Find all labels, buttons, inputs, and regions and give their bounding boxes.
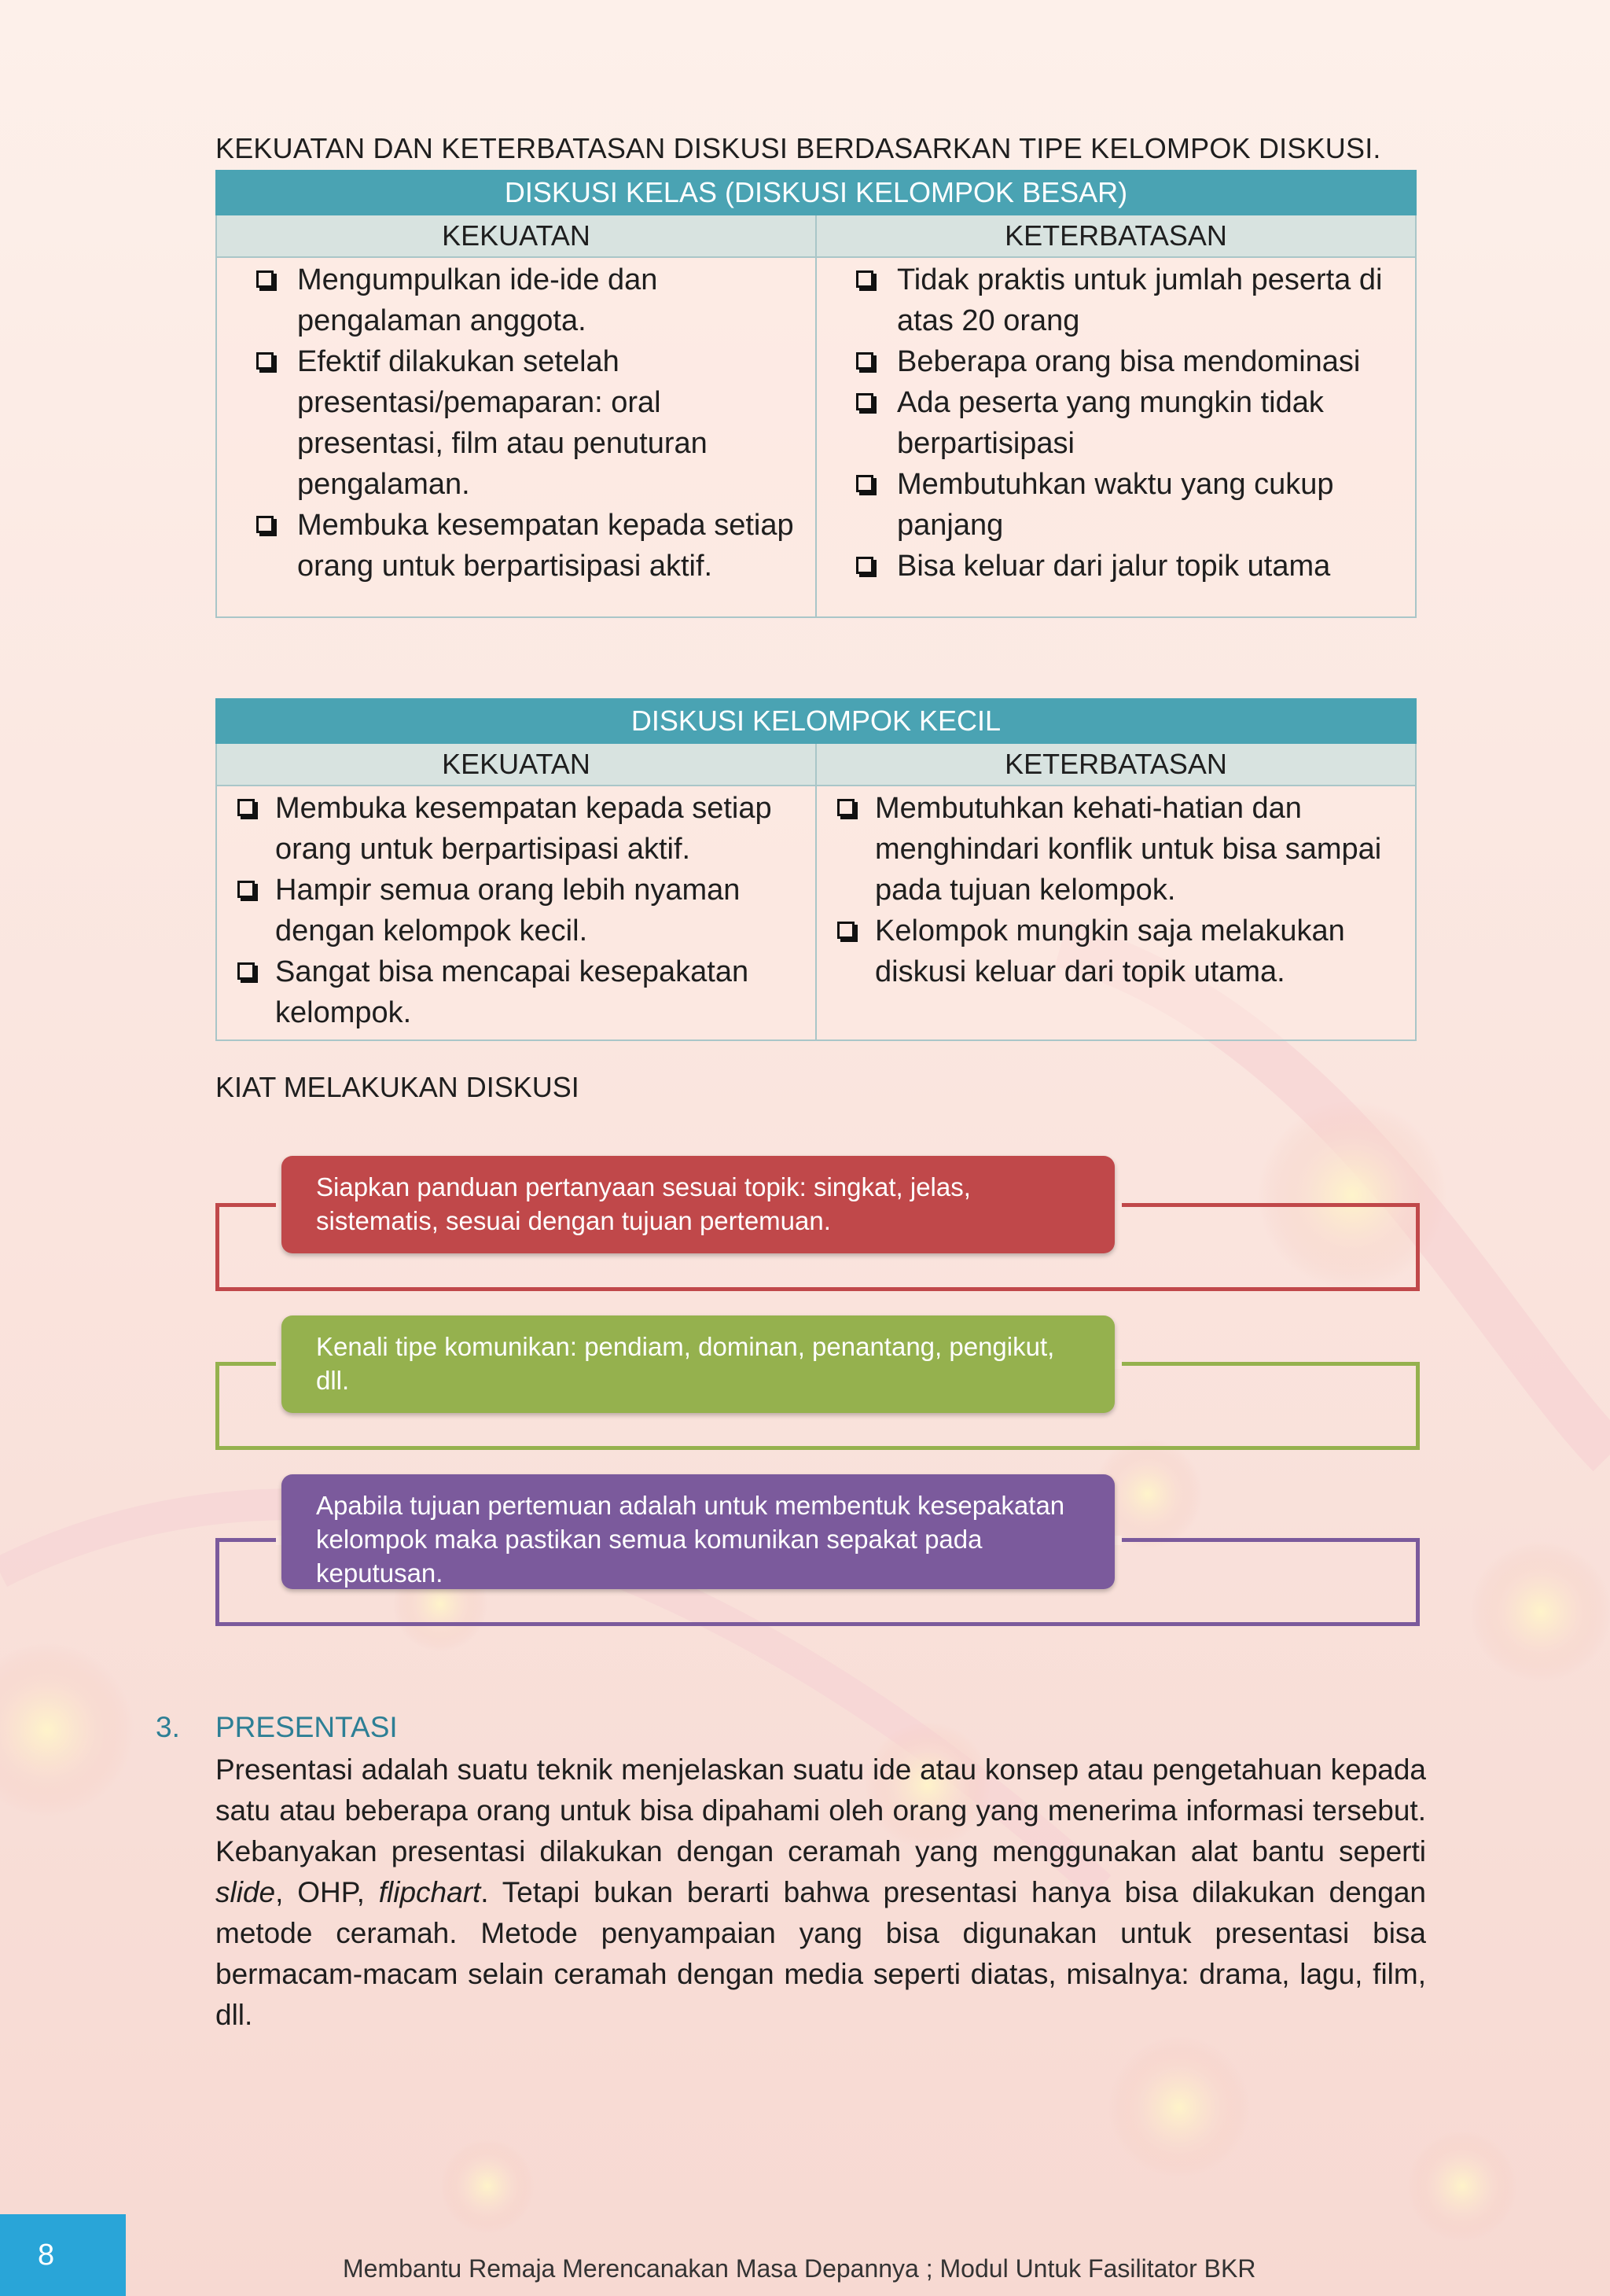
list-item: Efektif dilakukan setelah presentasi/pemaparan: oral presentasi, film atau penuturan pengalaman. bbox=[233, 341, 796, 505]
checkbox-bullet-icon bbox=[256, 516, 274, 533]
checkbox-bullet-icon bbox=[237, 799, 255, 816]
list-item: Bisa keluar dari jalur topik utama bbox=[833, 546, 1396, 587]
column-header-limitations: KETERBATASAN bbox=[816, 743, 1416, 786]
section-title: PRESENTASI bbox=[215, 1711, 398, 1743]
checkbox-bullet-icon bbox=[856, 393, 873, 410]
checkbox-bullet-icon bbox=[256, 352, 274, 370]
checkbox-bullet-icon bbox=[856, 270, 873, 288]
list-item: Tidak praktis untuk jumlah peserta di atas 20 orang bbox=[833, 259, 1396, 341]
large-group-discussion-table bbox=[215, 170, 1417, 618]
table-title: DISKUSI KELOMPOK KECIL bbox=[216, 699, 1416, 743]
list-item: Mengumpulkan ide-ide dan pengalaman anggota. bbox=[233, 259, 796, 341]
column-header-limitations: KETERBATASAN bbox=[816, 215, 1416, 257]
limitations-cell bbox=[816, 786, 1416, 1040]
list-item: Ada peserta yang mungkin tidak berpartisipasi bbox=[833, 382, 1396, 464]
limitations-cell bbox=[816, 257, 1416, 617]
list-item: Membuka kesempatan kepada setiap orang untuk berpartisipasi aktif. bbox=[233, 788, 796, 870]
table-title: DISKUSI KELAS (DISKUSI KELOMPOK BESAR) bbox=[216, 171, 1416, 215]
strengths-cell bbox=[216, 786, 816, 1040]
tip-card-1: Siapkan panduan pertanyaan sesuai topik: singkat, jelas, sistematis, sesuai dengan tujuan pertemuan. bbox=[281, 1156, 1115, 1253]
section-paragraph: Presentasi adalah suatu teknik menjelaskan suatu ide atau konsep atau pengetahuan kepada satu atau beberapa orang untuk bisa dipahami oleh orang yang menerima informasi tersebut. Kebanyakan presentasi dilakukan dengan ceramah yang menggunakan alat bantu seperti slide, OHP, flipchart. Tetapi bukan berarti bahwa presentasi hanya bisa dilakukan dengan metode ceramah. Metode penyampaian yang bisa digunakan untuk presentasi bisa bermacam-macam selain ceramah dengan media seperti diatas, misalnya: drama, lagu, film, dll. bbox=[215, 1753, 1426, 2031]
page-number-badge: 8 bbox=[0, 2214, 126, 2296]
tip-card-2: Kenali tipe komunikan: pendiam, dominan, penantang, pengikut, dll. bbox=[281, 1315, 1115, 1413]
list-item: Hampir semua orang lebih nyaman dengan kelompok kecil. bbox=[233, 870, 796, 951]
checkbox-bullet-icon bbox=[856, 557, 873, 574]
checkbox-bullet-icon bbox=[856, 475, 873, 492]
tip-card-3: Apabila tujuan pertemuan adalah untuk membentuk kesepakatan kelompok maka pastikan semua komunikan sepakat pada keputusan. bbox=[281, 1474, 1115, 1589]
list-item: Membutuhkan kehati-hatian dan menghindari konflik untuk bisa sampai pada tujuan kelompok. bbox=[833, 788, 1396, 911]
column-header-strengths: KEKUATAN bbox=[216, 215, 816, 257]
list-item: Membuka kesempatan kepada setiap orang untuk berpartisipasi aktif. bbox=[233, 505, 796, 587]
list-item: Kelompok mungkin saja melakukan diskusi keluar dari topik utama. bbox=[833, 911, 1396, 992]
checkbox-bullet-icon bbox=[837, 799, 855, 816]
list-item: Beberapa orang bisa mendominasi bbox=[833, 341, 1396, 382]
checkbox-bullet-icon bbox=[837, 922, 855, 939]
list-item: Membutuhkan waktu yang cukup panjang bbox=[833, 464, 1396, 546]
checkbox-bullet-icon bbox=[237, 881, 255, 898]
strengths-cell bbox=[216, 257, 816, 617]
section-number: 3. bbox=[156, 1711, 180, 1743]
checkbox-bullet-icon bbox=[237, 962, 255, 980]
table-section-heading: KEKUATAN DAN KETERBATASAN DISKUSI BERDASARKAN TIPE KELOMPOK DISKUSI. bbox=[215, 132, 1381, 164]
page-footer: Membantu Remaja Merencanakan Masa Depannya ; Modul Untuk Fasilitator BKR bbox=[343, 2254, 1256, 2283]
list-item: Sangat bisa mencapai kesepakatan kelompok. bbox=[233, 951, 796, 1033]
tips-heading: KIAT MELAKUKAN DISKUSI bbox=[215, 1071, 579, 1103]
small-group-discussion-table bbox=[215, 698, 1417, 1041]
checkbox-bullet-icon bbox=[256, 270, 274, 288]
checkbox-bullet-icon bbox=[856, 352, 873, 370]
column-header-strengths: KEKUATAN bbox=[216, 743, 816, 786]
